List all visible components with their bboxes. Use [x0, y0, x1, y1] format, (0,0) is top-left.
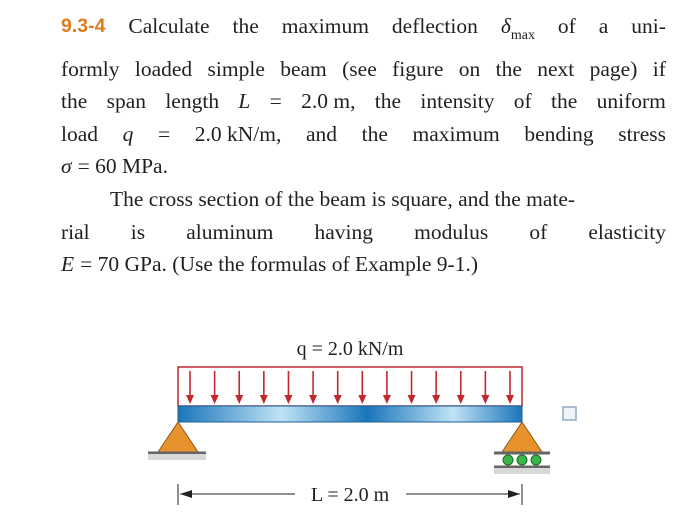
- load-arrow: [235, 371, 243, 404]
- E-symbol: E: [61, 252, 75, 277]
- load-arrow: [432, 371, 440, 404]
- distributed-load: [178, 367, 522, 406]
- beam: [178, 406, 522, 422]
- left-support-triangle: [158, 422, 198, 452]
- load-label: q = 2.0 kN/m: [296, 338, 404, 360]
- load-arrow: [211, 371, 219, 404]
- dim-arrowhead-left: [180, 490, 192, 498]
- load-arrow: [481, 371, 489, 404]
- load-arrow: [506, 371, 514, 404]
- cross-section-box: [563, 407, 576, 420]
- load-arrow: [457, 371, 465, 404]
- roller-support-right: [494, 422, 550, 474]
- span-dimension: [178, 484, 522, 506]
- delta-max-symbol: $\delta_{max}$: [500, 14, 535, 43]
- dim-arrowhead-right: [508, 490, 520, 498]
- text-line-5: σ = 60 MPa.: [61, 150, 666, 183]
- load-arrow: [186, 371, 194, 404]
- load-arrow: [383, 371, 391, 404]
- problem-number: 9.3-4: [61, 15, 106, 37]
- text-line-6: The cross section of the beam is square, and the mate-: [110, 186, 576, 211]
- text-line-2: formly loaded simple beam (see figure on the next page) if: [61, 56, 666, 81]
- roller-1: [503, 455, 513, 465]
- load-arrow: [284, 371, 292, 404]
- load-arrow: [408, 371, 416, 404]
- text-line-7: rial is aluminum having modulus of elasticity: [61, 219, 666, 244]
- roller-2: [517, 455, 527, 465]
- roller-3: [531, 455, 541, 465]
- load-arrow: [309, 371, 317, 404]
- right-support-triangle: [502, 422, 542, 452]
- pin-support-left: [148, 422, 206, 460]
- load-arrow: [334, 371, 342, 404]
- left-ground-shade: [148, 454, 206, 460]
- text-line-8: E = 70 GPa. (Use the formulas of Example 9-1.): [61, 248, 666, 281]
- load-arrow: [260, 371, 268, 404]
- load-box: [178, 367, 522, 406]
- q-symbol: q: [122, 121, 134, 146]
- sigma-symbol: σ: [61, 154, 72, 179]
- load-arrows: [186, 371, 514, 404]
- L-symbol: L: [238, 89, 251, 114]
- load-arrow: [358, 371, 366, 404]
- text-line-3: the span length L = 2.0 m, the intensity of the uniform: [61, 85, 666, 118]
- right-ground-shade: [494, 468, 550, 474]
- text-line-4: load q = 2.0 kN/m, and the maximum bending stress: [61, 118, 666, 151]
- text-line-1: 9.3-4 Calculate the maximum deflection $\delta_{max}$ of a uni-: [61, 10, 666, 53]
- span-label: L = 2.0 m: [310, 484, 390, 506]
